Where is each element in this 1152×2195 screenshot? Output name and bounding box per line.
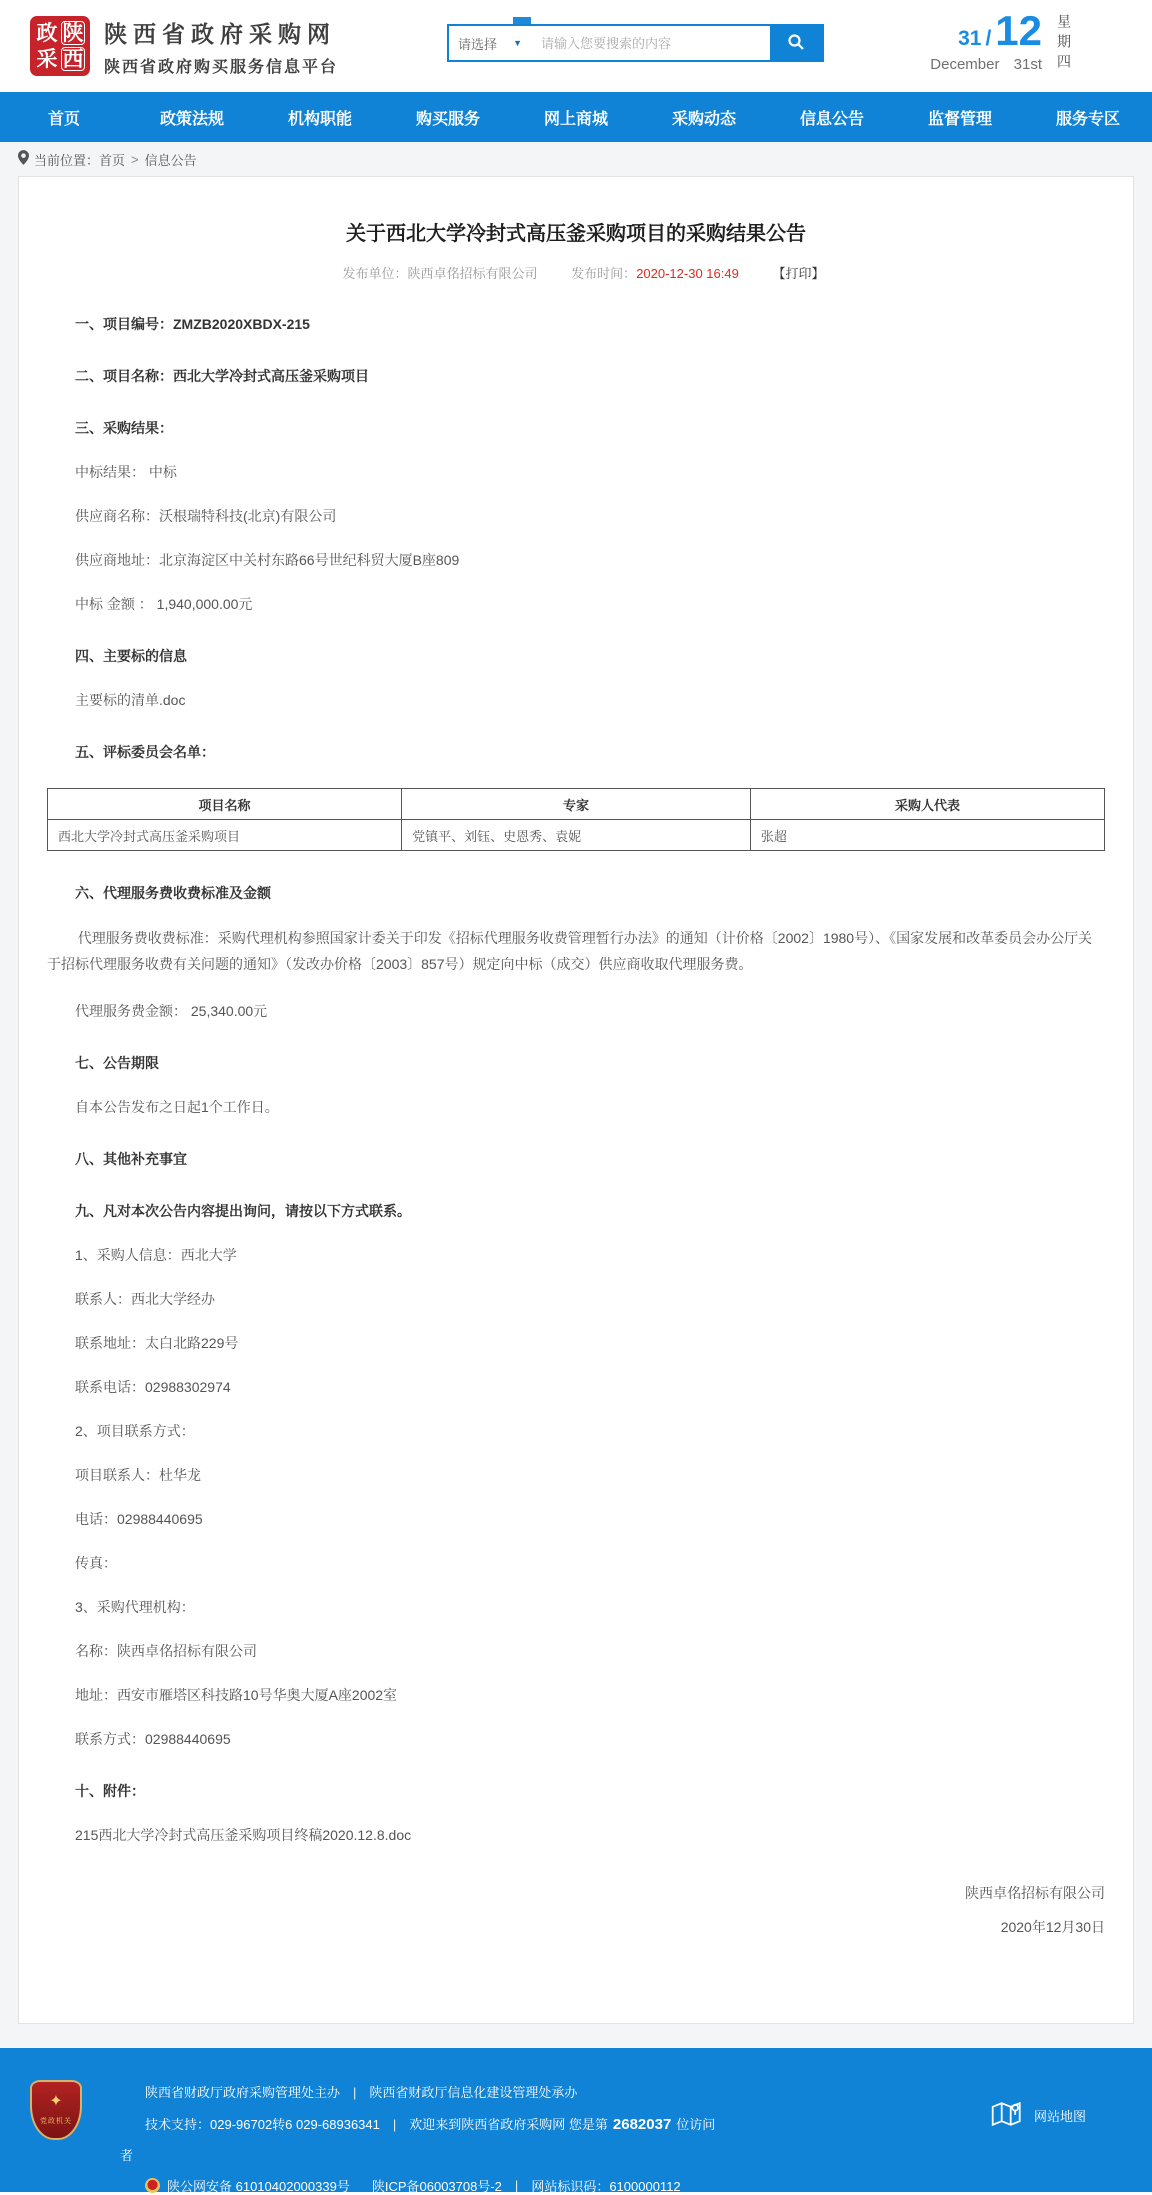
- nav-item-announcements[interactable]: 信息公告: [799, 110, 864, 128]
- date-slash: /: [985, 26, 992, 50]
- content-line: 地址：西安市雁塔区科技路10号华奥大厦A座2002室: [75, 1687, 398, 1703]
- nav-item-purchase-services[interactable]: 购买服务: [415, 110, 480, 128]
- nav-item-supervision[interactable]: 监督管理: [927, 110, 992, 128]
- government-badge: [30, 2080, 82, 2140]
- page-title: 关于西北大学冷封式高压釜采购项目的采购结果公告: [346, 223, 806, 245]
- badge-star-icon: ✦: [49, 2093, 63, 2110]
- content-line: 中标 金额 ： 1,940,000.00元: [75, 596, 253, 612]
- main-nav: [0, 92, 1152, 142]
- section-heading: 五、评标委员会名单：: [75, 744, 215, 760]
- nav-item-special-services[interactable]: 服务专区: [1055, 110, 1120, 128]
- section-heading: 四、主要标的信息: [75, 648, 187, 664]
- section-heading: 三、采购结果：: [75, 420, 173, 436]
- nav-item-home[interactable]: 首页: [47, 110, 80, 128]
- announcement-card: [18, 176, 1134, 2024]
- search-bar: [447, 24, 824, 62]
- signature-date: 2020年12月30日: [1000, 1919, 1105, 1935]
- attachment-link[interactable]: 215西北大学冷封式高压釜采购项目终稿2020.12.8.doc: [75, 1827, 412, 1843]
- section-heading: 九、凡对本次公告内容提出询问，请按以下方式联系。: [75, 1203, 411, 1219]
- evaluation-committee-table: [47, 788, 1105, 851]
- table-row: [48, 820, 1105, 851]
- attachment-link[interactable]: 主要标的清单.doc: [75, 692, 186, 708]
- footer-separator: |: [514, 2178, 519, 2193]
- publish-time-label: 发布时间：: [571, 266, 637, 281]
- print-button[interactable]: 【打印】: [772, 266, 825, 281]
- content-line: 供应商地址：北京海淀区中关村东路66号世纪科贸大厦B座809: [75, 552, 460, 568]
- article-lines-top: [47, 314, 1105, 762]
- logo-char: 陕: [62, 21, 84, 45]
- search-button[interactable]: [770, 26, 822, 60]
- cell-project-name: 西北大学冷封式高压釜采购项目: [48, 820, 402, 851]
- cell-experts: 党镇平、刘钰、史恩秀、袁妮: [402, 820, 751, 851]
- footer-visitor-suffix: 位访问: [676, 2117, 716, 2132]
- sitemap-label: 网站地图: [1033, 2109, 1086, 2124]
- footer-beian-line: [145, 2176, 1152, 2195]
- public-security-record[interactable]: 陕公网安备 61010402000339号: [167, 2179, 350, 2194]
- footer-organizer: 陕西省财政厅政府采购管理处主办: [145, 2085, 341, 2100]
- publisher-label: 发布单位：: [342, 266, 408, 281]
- date-weekday: 星期四: [1056, 14, 1072, 74]
- footer-wrapped-char: 者: [120, 2148, 134, 2163]
- content-line: 代理服务费收费标准：采购代理机构参照国家计委关于印发《招标代理服务收费管理暂行办法》的通知（计价格〔2002〕1980号）、《国家发展和改革委员会办公厅关于招标代理服务收费有关问题的通知》（发改办价格〔2003〕857号）规定向中标（成交）供应商收取代理服务费。: [47, 930, 1093, 972]
- section-heading: 七、公告期限: [75, 1055, 159, 1071]
- icp-record[interactable]: 陕ICP备06003708号-2: [371, 2179, 502, 2194]
- public-security-badge-icon: [145, 2178, 160, 2193]
- breadcrumb-current[interactable]: 信息公告: [144, 152, 197, 168]
- content-line: 项目联系人：杜华龙: [75, 1467, 201, 1483]
- breadcrumb: [0, 142, 1152, 176]
- table-header-row: [48, 789, 1105, 820]
- nav-item-online-mall[interactable]: 网上商城: [543, 110, 608, 128]
- search-input[interactable]: [531, 26, 770, 60]
- article-body: [47, 314, 1105, 1937]
- chevron-down-icon: ▼: [513, 38, 522, 48]
- breadcrumb-label: 当前位置：: [34, 152, 100, 168]
- nav-item-procurement-news[interactable]: 采购动态: [671, 110, 736, 128]
- content-line: 代理服务费金额： 25,340.00元: [75, 1003, 268, 1019]
- site-header: [0, 0, 1152, 92]
- content-line: 名称：陕西卓佲招标有限公司: [75, 1643, 257, 1659]
- footer-separator: |: [392, 2117, 397, 2132]
- search-select-value: 请选择: [458, 36, 498, 52]
- content-line: 2、项目联系方式：: [75, 1423, 195, 1439]
- site-logo[interactable]: [30, 16, 90, 76]
- footer-tech-support: 技术支持：029-96702转6 029-68936341: [145, 2117, 380, 2132]
- date-widget: [930, 7, 1114, 74]
- publish-time: 2020-12-30 16:49: [636, 266, 739, 281]
- section-heading: 一、项目编号：ZMZB2020XBDX-215: [75, 316, 310, 332]
- location-pin-icon: [18, 150, 34, 168]
- content-line: 电话：02988440695: [75, 1511, 203, 1527]
- publisher-name: 陕西卓佲招标有限公司: [407, 266, 538, 281]
- footer-co-organizer: 陕西省财政厅信息化建设管理处承办: [369, 2085, 578, 2100]
- nav-item-functions[interactable]: 机构职能: [287, 110, 352, 128]
- map-icon: [990, 2098, 1034, 2133]
- sitemap-link[interactable]: [990, 2098, 1086, 2133]
- content-line: 联系地址：太白北路229号: [75, 1335, 239, 1351]
- section-heading: 二、项目名称：西北大学冷封式高压釜采购项目: [75, 368, 369, 384]
- date-month-name: December: [930, 55, 1000, 73]
- table-header-purchaser-rep: 采购人代表: [750, 789, 1104, 820]
- article-meta: [47, 263, 1105, 282]
- content-line: 供应商名称：沃根瑞特科技(北京)有限公司: [75, 508, 337, 524]
- date-month-number: 12: [995, 7, 1042, 54]
- site-title: 陕西省政府采购网: [104, 20, 336, 47]
- site-subtitle: 陕西省政府购买服务信息平台: [104, 58, 339, 76]
- cell-purchaser-rep: 张超: [750, 820, 1104, 851]
- site-footer: [0, 2048, 1152, 2192]
- search-notch: [513, 17, 531, 24]
- section-heading: 六、代理服务费收费标准及金额: [75, 885, 271, 901]
- footer-separator: |: [353, 2085, 357, 2100]
- content-line: 联系方式：02988440695: [75, 1731, 231, 1747]
- nav-item-policies[interactable]: 政策法规: [159, 110, 224, 128]
- content-line: 3、采购代理机构：: [75, 1599, 195, 1615]
- badge-label: 党政机关: [40, 2118, 72, 2125]
- content-line: 中标结果： 中标: [75, 464, 177, 480]
- content-line: 传真：: [75, 1555, 117, 1571]
- site-names: [104, 16, 338, 77]
- section-heading: 八、其他补充事宜: [75, 1151, 187, 1167]
- logo-char: 采: [36, 47, 58, 71]
- date-day: 31: [958, 26, 982, 50]
- date-day-ordinal: 31st: [1013, 55, 1042, 73]
- footer-welcome: 欢迎来到陕西省政府采购网 您是第: [409, 2117, 608, 2132]
- content-line: 自本公告发布之日起1个工作日。: [75, 1099, 279, 1115]
- breadcrumb-home-link[interactable]: 首页: [99, 152, 126, 168]
- content-line: 1、采购人信息：西北大学: [75, 1247, 237, 1263]
- article-lines-bottom: [47, 883, 1105, 1845]
- visitor-count: 2682037: [612, 2116, 672, 2133]
- search-icon: [787, 33, 805, 54]
- logo-char: 政: [36, 21, 58, 45]
- signature-block: [47, 1883, 1105, 1937]
- content-line: 联系电话：02988302974: [75, 1379, 231, 1395]
- main-area: [0, 142, 1152, 2048]
- section-heading: 十、附件：: [75, 1783, 145, 1799]
- table-header-experts: 专家: [402, 789, 751, 820]
- content-line: 联系人：西北大学经办: [75, 1291, 215, 1307]
- site-code: 网站标识码：6100000112: [531, 2179, 681, 2194]
- search-category-select[interactable]: [449, 26, 531, 60]
- logo-char: 西: [62, 47, 84, 71]
- table-header-project: 项目名称: [48, 789, 402, 820]
- breadcrumb-separator: >: [131, 151, 139, 167]
- signature-company: 陕西卓佲招标有限公司: [965, 1885, 1105, 1901]
